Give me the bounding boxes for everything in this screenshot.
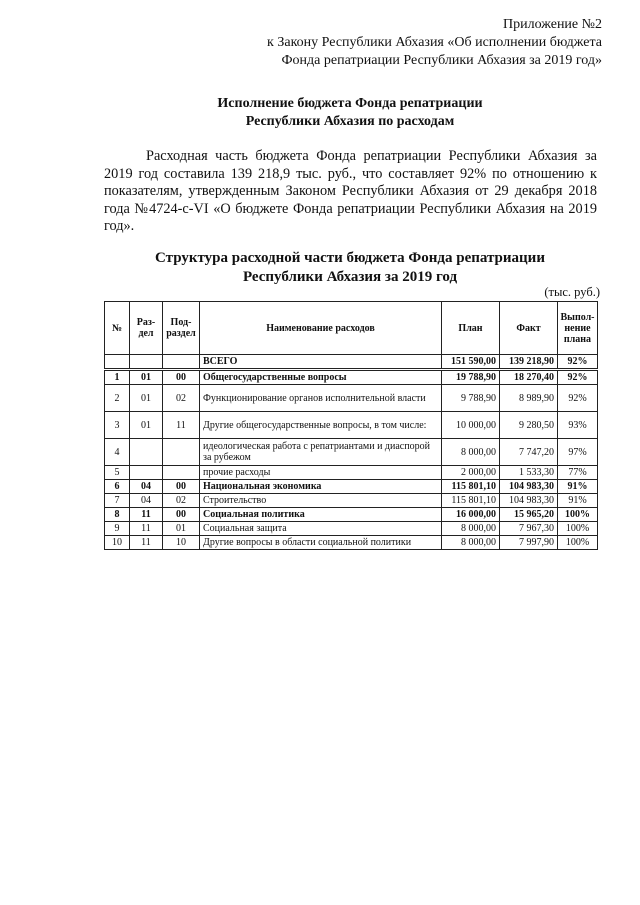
appendix-law-line2: Фонда репатриации Республики Абхазия за 2019 год» [281,53,602,68]
cell-name: прочие расходы [200,466,442,480]
cell-fact: 1 533,30 [500,466,558,480]
cell-section [130,439,163,466]
cell-name: Общегосударственные вопросы [200,370,442,385]
cell-num: 7 [105,494,130,508]
table-row [105,536,598,550]
cell-subsection: 10 [163,536,200,550]
cell-percent: 100% [558,508,598,522]
cell-subsection: 11 [163,412,200,439]
cell-fact: 15 965,20 [500,508,558,522]
cell-section: 11 [130,522,163,536]
table-row [105,439,598,466]
cell-plan: 19 788,90 [442,370,500,385]
table-row [105,480,598,494]
cell-num: 9 [105,522,130,536]
table-row [105,522,598,536]
cell-percent: 92% [558,385,598,412]
appendix-header [182,16,602,70]
cell-section: 04 [130,480,163,494]
cell-subsection: 00 [163,370,200,385]
table-row [105,466,598,480]
cell-plan: 2 000,00 [442,466,500,480]
cell-subsection: 00 [163,480,200,494]
table-row [105,494,598,508]
cell-subsection: 02 [163,494,200,508]
cell-percent: 77% [558,466,598,480]
header-fact: Факт [500,302,558,355]
cell-plan: 8 000,00 [442,439,500,466]
cell-num: 10 [105,536,130,550]
table-title-line1: Структура расходной части бюджета Фонда репатриации [155,250,545,266]
cell-plan: 115 801,10 [442,494,500,508]
header-section: Раз-дел [130,302,163,355]
cell-plan: 9 788,90 [442,385,500,412]
cell-fact: 9 280,50 [500,412,558,439]
table-row [105,508,598,522]
cell-subsection: 02 [163,385,200,412]
cell-subsection [163,439,200,466]
cell-subsection [163,466,200,480]
expenditure-table [104,301,598,550]
cell-num: 1 [105,370,130,385]
cell-fact: 7 747,20 [500,439,558,466]
cell-name: ВСЕГО [200,355,442,370]
cell-fact: 139 218,90 [500,355,558,370]
cell-name: Национальная экономика [200,480,442,494]
cell-subsection [163,355,200,370]
cell-name: Социальная защита [200,522,442,536]
cell-section [130,355,163,370]
cell-section: 01 [130,412,163,439]
title-line2: Республики Абхазия по расходам [245,114,455,129]
cell-percent: 91% [558,494,598,508]
cell-name: идеологическая работа с репатриантами и диаспорой за рубежом [200,439,442,466]
table-row [105,385,598,412]
cell-subsection: 00 [163,508,200,522]
cell-name: Функционирование органов исполнительной власти [200,385,442,412]
cell-name: Другие вопросы в области социальной политики [200,536,442,550]
appendix-number: Приложение №2 [503,17,602,32]
cell-percent: 92% [558,355,598,370]
appendix-law-line1: к Закону Республики Абхазия «Об исполнении бюджета [267,35,602,50]
header-name: Наименование расходов [200,302,442,355]
cell-section: 04 [130,494,163,508]
cell-section: 11 [130,536,163,550]
document-title [100,95,600,131]
table-title [100,249,600,287]
table-title-line2: Республики Абхазия за 2019 год [242,269,458,285]
cell-name: Строительство [200,494,442,508]
cell-num: 3 [105,412,130,439]
unit-label: (тыс. руб.) [544,285,600,299]
header-plan: План [442,302,500,355]
cell-plan: 10 000,00 [442,412,500,439]
header-percent: Выпол-нение плана [558,302,598,355]
cell-subsection: 01 [163,522,200,536]
table-row-total [105,355,598,370]
cell-fact: 104 983,30 [500,480,558,494]
intro-paragraph: Расходная часть бюджета Фонда репатриации Республики Абхазия за 2019 год составила 139 218,9 тыс. руб., что составляет 92% по отношению к показателям, утвержденным Законом Республики Абхазия от 29 декабря 2018 года №4724-с-VI «О бюджете Фонда репатриации Республики Абхазия на 2019 год». [104,148,597,234]
cell-num [105,355,130,370]
cell-num: 5 [105,466,130,480]
cell-percent: 100% [558,536,598,550]
cell-plan: 115 801,10 [442,480,500,494]
cell-section: 01 [130,385,163,412]
table-row [105,370,598,385]
cell-plan: 16 000,00 [442,508,500,522]
cell-name: Другие общегосударственные вопросы, в том числе: [200,412,442,439]
cell-percent: 93% [558,412,598,439]
cell-fact: 7 997,90 [500,536,558,550]
cell-percent: 92% [558,370,598,385]
cell-fact: 18 270,40 [500,370,558,385]
cell-percent: 100% [558,522,598,536]
cell-percent: 91% [558,480,598,494]
title-line1: Исполнение бюджета Фонда репатриации [217,96,483,111]
cell-num: 6 [105,480,130,494]
cell-plan: 151 590,00 [442,355,500,370]
cell-plan: 8 000,00 [442,536,500,550]
cell-fact: 8 989,90 [500,385,558,412]
cell-percent: 97% [558,439,598,466]
cell-fact: 104 983,30 [500,494,558,508]
cell-fact: 7 967,30 [500,522,558,536]
cell-name: Социальная политика [200,508,442,522]
cell-section: 01 [130,370,163,385]
header-subsection: Под-раздел [163,302,200,355]
cell-num: 8 [105,508,130,522]
cell-section: 11 [130,508,163,522]
header-num: № [105,302,130,355]
cell-num: 4 [105,439,130,466]
cell-num: 2 [105,385,130,412]
table-header-row [105,302,598,355]
cell-plan: 8 000,00 [442,522,500,536]
cell-section [130,466,163,480]
table-row [105,412,598,439]
